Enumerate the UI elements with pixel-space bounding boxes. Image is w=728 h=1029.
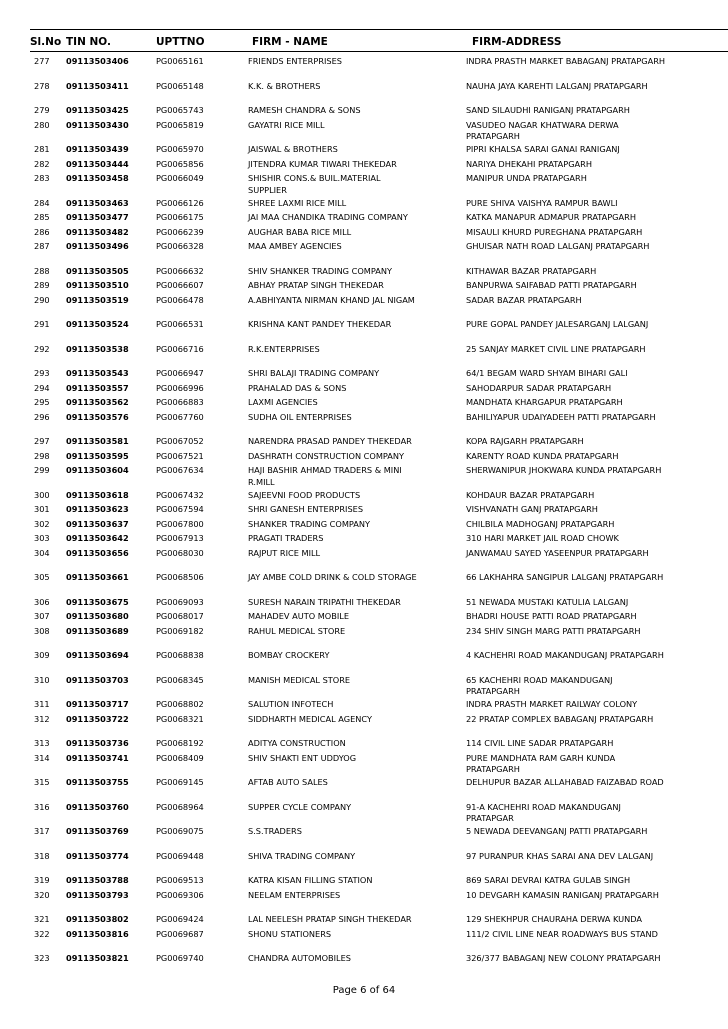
sl-number: 277 <box>34 56 50 66</box>
firm-name: SHIVA TRADING COMPANY <box>248 850 356 861</box>
table-row <box>0 572 728 597</box>
tin-number: 09113503741 <box>66 752 129 763</box>
tin-number: 09113503444 <box>66 158 129 169</box>
table-row <box>0 490 728 505</box>
header-tin: TIN NO. <box>66 36 111 48</box>
firm-address: PURE GOPAL PANDEY JALESARGANJ LALGANJ <box>466 319 649 329</box>
upttno-number: PG0069182 <box>156 625 204 636</box>
tin-number: 09113503411 <box>66 80 129 91</box>
tin-number: 09113503439 <box>66 144 129 154</box>
firm-name: SHRI BALAJI TRADING COMPANY <box>248 368 380 378</box>
upttno-number: PG0067432 <box>156 489 204 500</box>
upttno-number: PG0065819 <box>156 119 204 130</box>
tin-number: 09113503769 <box>66 826 129 836</box>
sl-number: 292 <box>34 343 50 354</box>
upttno-number: PG0066996 <box>156 382 204 393</box>
upttno-number: PG0068321 <box>156 713 204 724</box>
table-row <box>0 890 728 915</box>
table-row <box>0 344 728 369</box>
table-row <box>0 699 728 714</box>
tin-number: 09113503510 <box>66 280 129 290</box>
sl-number: 304 <box>34 547 50 558</box>
tin-number: 09113503793 <box>66 889 129 900</box>
table-row <box>0 227 728 242</box>
firm-address: 5 NEWADA DEEVANGANJ PATTI PRATAPGARH <box>466 826 648 836</box>
firm-name: R.K.ENTERPRISES <box>248 343 320 354</box>
upttno-number: PG0069740 <box>156 953 204 963</box>
firm-name: ADITYA CONSTRUCTION <box>248 738 346 748</box>
firm-address: 869 SARAI DEVRAI KATRA GULAB SINGH <box>466 875 631 885</box>
firm-address: GHUISAR NATH ROAD LALGANJ PRATAPGARH <box>466 241 650 251</box>
upttno-number: PG0069093 <box>156 596 204 607</box>
table-row <box>0 212 728 227</box>
upttno-number: PG0066239 <box>156 226 204 237</box>
table-row <box>0 519 728 534</box>
firm-name: MANISH MEDICAL STORE <box>248 674 351 685</box>
firm-address: BHADRI HOUSE PATTI ROAD PRATAPGARH <box>466 611 637 621</box>
tin-number: 09113503788 <box>66 875 129 885</box>
firm-name: SURESH NARAIN TRIPATHI THEKEDAR <box>248 596 401 607</box>
firm-address: 25 SANJAY MARKET CIVIL LINE PRATAPGARH <box>466 343 646 354</box>
upttno-number: PG0066175 <box>156 212 204 222</box>
upttno-number: PG0069513 <box>156 875 204 885</box>
table-row <box>0 105 728 120</box>
table-row <box>0 626 728 651</box>
sl-number: 278 <box>34 80 50 91</box>
table-row <box>0 368 728 383</box>
firm-address: 97 PURANPUR KHAS SARAI ANA DEV LALGANJ <box>466 850 654 861</box>
table-row <box>0 504 728 519</box>
tin-number: 09113503458 <box>66 173 129 183</box>
sl-number: 307 <box>34 611 50 621</box>
firm-name: MAHADEV AUTO MOBILE <box>248 611 350 621</box>
sl-number: 322 <box>34 928 50 939</box>
firm-address: JANWAMAU SAYED YASEENPUR PRATAPGARH <box>466 547 649 558</box>
tin-number: 09113503675 <box>66 596 129 607</box>
firm-address: INDRA PRASTH MARKET BABAGANJ PRATAPGARH <box>466 56 666 66</box>
sl-number: 320 <box>34 889 50 900</box>
table-row <box>0 173 728 198</box>
upttno-number: PG0068030 <box>156 547 204 558</box>
firm-address: MANIPUR UNDA PRATAPGARH <box>466 173 587 183</box>
upttno-number: PG0067634 <box>156 465 204 475</box>
tin-number: 09113503557 <box>66 382 129 393</box>
sl-number: 302 <box>34 518 50 529</box>
firm-name: NARENDRA PRASAD PANDEY THEKEDAR <box>248 436 412 446</box>
firm-address: SHERWANIPUR JHOKWARA KUNDA PRATAPGARH <box>466 465 662 475</box>
firm-name: SHIV SHAKTI ENT UDDYOG <box>248 752 357 763</box>
tin-number: 09113503604 <box>66 465 129 475</box>
firm-name: A.ABHIYANTA NIRMAN KHAND JAL NIGAM <box>248 294 415 305</box>
firm-address: PURE SHIVA VAISHYA RAMPUR BAWLI <box>466 197 618 208</box>
tin-number: 09113503802 <box>66 914 129 924</box>
firm-name: SHANKER TRADING COMPANY <box>248 518 371 529</box>
upttno-number: PG0067594 <box>156 504 204 514</box>
tin-number: 09113503496 <box>66 241 129 251</box>
firm-address: 51 NEWADA MUSTAKI KATULIA LALGANJ <box>466 596 629 607</box>
upttno-number: PG0067052 <box>156 436 204 446</box>
upttno-number: PG0066947 <box>156 368 204 378</box>
tin-number: 09113503463 <box>66 197 129 208</box>
sl-number: 299 <box>34 465 50 475</box>
table-row <box>0 611 728 626</box>
firm-name: AUGHAR BABA RICE MILL <box>248 226 352 237</box>
tin-number: 09113503821 <box>66 953 129 963</box>
upttno-number: PG0066328 <box>156 241 204 251</box>
tin-number: 09113503755 <box>66 777 129 787</box>
table-row <box>0 198 728 213</box>
firm-address: VASUDEO NAGAR KHATWARA DERWA PRATAPGARH <box>466 119 619 141</box>
upttno-number: PG0069424 <box>156 914 204 924</box>
top-rule <box>30 29 728 30</box>
table-row <box>0 397 728 412</box>
upttno-number: PG0069145 <box>156 777 204 787</box>
table-row <box>0 533 728 548</box>
upttno-number: PG0067800 <box>156 518 204 529</box>
sl-number: 306 <box>34 596 50 607</box>
firm-address: PIPRI KHALSA SARAI GANAI RANIGANJ <box>466 144 620 154</box>
firm-address: 66 LAKHAHRA SANGIPUR LALGANJ PRATAPGARH <box>466 572 664 582</box>
tin-number: 09113503816 <box>66 928 129 939</box>
firm-address: KATKA MANAPUR ADMAPUR PRATAPGARH <box>466 212 636 222</box>
tin-number: 09113503482 <box>66 226 129 237</box>
sl-number: 313 <box>34 738 50 748</box>
firm-name: K.K. & BROTHERS <box>248 80 321 91</box>
upttno-number: PG0066607 <box>156 280 204 290</box>
header-firm-name: FIRM - NAME <box>252 36 328 48</box>
firm-name: DASHRATH CONSTRUCTION COMPANY <box>248 450 405 461</box>
tin-number: 09113503562 <box>66 397 129 407</box>
sl-number: 300 <box>34 489 50 500</box>
firm-name: SHIV SHANKER TRADING COMPANY <box>248 265 392 276</box>
tin-number: 09113503505 <box>66 265 129 276</box>
upttno-number: PG0066632 <box>156 265 204 276</box>
firm-address: 234 SHIV SINGH MARG PATTI PRATAPGARH <box>466 625 641 636</box>
upttno-number: PG0067760 <box>156 411 204 422</box>
sl-number: 286 <box>34 226 50 237</box>
firm-address: KITHAWAR BAZAR PRATAPGARH <box>466 265 597 276</box>
table-row <box>0 548 728 573</box>
table-row <box>0 412 728 437</box>
upttno-number: PG0068409 <box>156 752 204 763</box>
table-row <box>0 675 728 700</box>
firm-address: 22 PRATAP COMPLEX BABAGANJ PRATAPGARH <box>466 713 654 724</box>
table-row <box>0 241 728 266</box>
table-row <box>0 266 728 281</box>
tin-number: 09113503722 <box>66 713 129 724</box>
table-row <box>0 383 728 398</box>
firm-table-body <box>0 56 728 978</box>
table-row <box>0 451 728 466</box>
table-row <box>0 953 728 978</box>
sl-number: 319 <box>34 875 50 885</box>
firm-name: S.S.TRADERS <box>248 826 302 836</box>
firm-name: JITENDRA KUMAR TIWARI THEKEDAR <box>248 158 397 169</box>
upttno-number: PG0069075 <box>156 826 204 836</box>
sl-number: 287 <box>34 241 50 251</box>
firm-address: MISAULI KHURD PUREGHANA PRATAPGARH <box>466 226 643 237</box>
firm-address: 65 KACHEHRI ROAD MAKANDUGANJ PRATAPGARH <box>466 674 613 696</box>
sl-number: 296 <box>34 411 50 422</box>
sl-number: 294 <box>34 382 50 393</box>
table-row <box>0 465 728 490</box>
table-row <box>0 597 728 612</box>
firm-name: ABHAY PRATAP SINGH THEKEDAR <box>248 280 384 290</box>
sl-number: 290 <box>34 294 50 305</box>
tin-number: 09113503637 <box>66 518 129 529</box>
upttno-number: PG0065970 <box>156 144 204 154</box>
firm-name: LAL NEELESH PRATAP SINGH THEKEDAR <box>248 914 412 924</box>
firm-name: SHONU STATIONERS <box>248 928 332 939</box>
tin-number: 09113503538 <box>66 343 129 354</box>
sl-number: 293 <box>34 368 50 378</box>
upttno-number: PG0067913 <box>156 533 204 543</box>
upttno-number: PG0068345 <box>156 674 204 685</box>
table-row <box>0 777 728 802</box>
firm-name: JAISWAL & BROTHERS <box>248 144 338 154</box>
firm-name: AFTAB AUTO SALES <box>248 777 328 787</box>
table-row <box>0 144 728 159</box>
firm-address: INDRA PRASTH MARKET RAILWAY COLONY <box>466 699 638 709</box>
sl-number: 318 <box>34 850 50 861</box>
upttno-number: PG0065743 <box>156 105 204 115</box>
firm-name: SHISHIR CONS.& BUIL.MATERIAL SUPPLIER <box>248 173 381 195</box>
upttno-number: PG0068192 <box>156 738 204 748</box>
sl-number: 284 <box>34 197 50 208</box>
tin-number: 09113503581 <box>66 436 129 446</box>
table-row <box>0 753 728 778</box>
firm-address: 310 HARI MARKET JAIL ROAD CHOWK <box>466 533 619 543</box>
tin-number: 09113503595 <box>66 450 129 461</box>
upttno-number: PG0068017 <box>156 611 204 621</box>
firm-name: MAA AMBEY AGENCIES <box>248 241 342 251</box>
tin-number: 09113503543 <box>66 368 129 378</box>
table-row <box>0 851 728 876</box>
table-row <box>0 738 728 753</box>
firm-name: SALUTION INFOTECH <box>248 699 334 709</box>
upttno-number: PG0065856 <box>156 158 204 169</box>
table-row <box>0 650 728 675</box>
firm-name: PRAHALAD DAS & SONS <box>248 382 347 393</box>
tin-number: 09113503406 <box>66 56 129 66</box>
sl-number: 298 <box>34 450 50 461</box>
firm-name: RAJPUT RICE MILL <box>248 547 321 558</box>
firm-address: PURE MANDHATA RAM GARH KUNDA PRATAPGARH <box>466 752 616 774</box>
sl-number: 288 <box>34 265 50 276</box>
header-upttno: UPTTNO <box>156 36 205 48</box>
sl-number: 303 <box>34 533 50 543</box>
firm-name: KATRA KISAN FILLING STATION <box>248 875 373 885</box>
firm-address: 91-A KACHEHRI ROAD MAKANDUGANJ PRATAPGAR <box>466 801 621 823</box>
tin-number: 09113503703 <box>66 674 129 685</box>
firm-address: KOHDAUR BAZAR PRATAPGARH <box>466 489 595 500</box>
firm-name: CHANDRA AUTOMOBILES <box>248 953 351 963</box>
table-row <box>0 826 728 851</box>
firm-address: NAUHA JAYA KAREHTI LALGANJ PRATAPGARH <box>466 80 648 91</box>
firm-address: KARENTY ROAD KUNDA PRATAPGARH <box>466 450 619 461</box>
firm-name: LAXMI AGENCIES <box>248 397 318 407</box>
tin-number: 09113503623 <box>66 504 129 514</box>
firm-name: NEELAM ENTERPRISES <box>248 889 341 900</box>
sl-number: 289 <box>34 280 50 290</box>
sl-number: 310 <box>34 674 50 685</box>
firm-address: MANDHATA KHARGAPUR PRATAPGARH <box>466 397 623 407</box>
upttno-number: PG0068964 <box>156 801 204 812</box>
tin-number: 09113503477 <box>66 212 129 222</box>
sl-number: 311 <box>34 699 50 709</box>
firm-address: 114 CIVIL LINE SADAR PRATAPGARH <box>466 738 614 748</box>
header-slno: Sl.No <box>30 36 62 48</box>
upttno-number: PG0066716 <box>156 343 204 354</box>
table-row <box>0 56 728 81</box>
upttno-number: PG0068802 <box>156 699 204 709</box>
table-row <box>0 81 728 106</box>
firm-address: 129 SHEKHPUR CHAURAHA DERWA KUNDA <box>466 914 643 924</box>
sl-number: 281 <box>34 144 50 154</box>
sl-number: 280 <box>34 119 50 130</box>
sl-number: 282 <box>34 158 50 169</box>
upttno-number: PG0066126 <box>156 197 204 208</box>
firm-name: RAMESH CHANDRA & SONS <box>248 105 361 115</box>
firm-address: SADAR BAZAR PRATAPGARH <box>466 294 582 305</box>
firm-name: SUPPER CYCLE COMPANY <box>248 801 352 812</box>
firm-name: SIDDHARTH MEDICAL AGENCY <box>248 713 372 724</box>
table-row <box>0 714 728 739</box>
firm-address: 10 DEVGARH KAMASIN RANIGANJ PRATAPGARH <box>466 889 659 900</box>
firm-name: JAI MAA CHANDIKA TRADING COMPANY <box>248 212 408 222</box>
upttno-number: PG0066478 <box>156 294 204 305</box>
sl-number: 305 <box>34 572 50 582</box>
upttno-number: PG0068838 <box>156 650 204 660</box>
firm-address: SAND SILAUDHI RANIGANJ PRATAPGARH <box>466 105 630 115</box>
firm-name: SHREE LAXMI RICE MILL <box>248 197 347 208</box>
tin-number: 09113503736 <box>66 738 129 748</box>
page-number: Page 6 of 64 <box>332 985 396 996</box>
tin-number: 09113503760 <box>66 801 129 812</box>
sl-number: 297 <box>34 436 50 446</box>
tin-number: 09113503430 <box>66 119 129 130</box>
sl-number: 308 <box>34 625 50 636</box>
table-row <box>0 159 728 174</box>
tin-number: 09113503656 <box>66 547 129 558</box>
table-row <box>0 802 728 827</box>
sl-number: 309 <box>34 650 50 660</box>
firm-address: BANPURWA SAIFABAD PATTI PRATAPGARH <box>466 280 637 290</box>
firm-name: HAJI BASHIR AHMAD TRADERS & MINI R.MILL <box>248 465 402 487</box>
tin-number: 09113503642 <box>66 533 129 543</box>
tin-number: 09113503524 <box>66 319 129 329</box>
firm-name: KRISHNA KANT PANDEY THEKEDAR <box>248 319 392 329</box>
firm-address: 326/377 BABAGANJ NEW COLONY PRATAPGARH <box>466 953 661 963</box>
upttno-number: PG0066531 <box>156 319 204 329</box>
header-firm-address: FIRM-ADDRESS <box>472 36 562 48</box>
table-row <box>0 875 728 890</box>
upttno-number: PG0067521 <box>156 450 204 461</box>
tin-number: 09113503689 <box>66 625 129 636</box>
table-row <box>0 319 728 344</box>
header-rule <box>30 51 728 52</box>
tin-number: 09113503717 <box>66 699 129 709</box>
sl-number: 323 <box>34 953 50 963</box>
sl-number: 321 <box>34 914 50 924</box>
upttno-number: PG0069687 <box>156 928 204 939</box>
firm-name: SUDHA OIL ENTERPRISES <box>248 411 352 422</box>
firm-name: BOMBAY CROCKERY <box>248 650 330 660</box>
tin-number: 09113503774 <box>66 850 129 861</box>
tin-number: 09113503519 <box>66 294 129 305</box>
firm-address: VISHVANATH GANJ PRATAPGARH <box>466 504 598 514</box>
sl-number: 291 <box>34 319 50 329</box>
table-row <box>0 436 728 451</box>
upttno-number: PG0065161 <box>156 56 204 66</box>
firm-name: SHRI GANESH ENTERPRISES <box>248 504 364 514</box>
tin-number: 09113503425 <box>66 105 129 115</box>
tin-number: 09113503680 <box>66 611 129 621</box>
sl-number: 301 <box>34 504 50 514</box>
tin-number: 09113503576 <box>66 411 129 422</box>
tin-number: 09113503661 <box>66 572 129 582</box>
sl-number: 317 <box>34 826 50 836</box>
table-row <box>0 120 728 145</box>
upttno-number: PG0066883 <box>156 397 204 407</box>
firm-address: NARIYA DHEKAHI PRATAPGARH <box>466 158 592 169</box>
sl-number: 295 <box>34 397 50 407</box>
table-row <box>0 295 728 320</box>
sl-number: 285 <box>34 212 50 222</box>
firm-address: 4 KACHEHRI ROAD MAKANDUGANJ PRATAPGARH <box>466 650 664 660</box>
firm-name: FRIENDS ENTERPRISES <box>248 56 342 66</box>
firm-name: RAHUL MEDICAL STORE <box>248 625 346 636</box>
sl-number: 314 <box>34 752 50 763</box>
tin-number: 09113503618 <box>66 489 129 500</box>
firm-address: KOPA RAJGARH PRATAPGARH <box>466 436 584 446</box>
firm-name: PRAGATI TRADERS <box>248 533 324 543</box>
firm-address: 64/1 BEGAM WARD SHYAM BIHARI GALI <box>466 368 628 378</box>
firm-name: GAYATRI RICE MILL <box>248 119 325 130</box>
firm-name: SAJEEVNI FOOD PRODUCTS <box>248 489 361 500</box>
upttno-number: PG0066049 <box>156 173 204 183</box>
firm-name: JAY AMBE COLD DRINK & COLD STORAGE <box>248 572 417 582</box>
sl-number: 316 <box>34 801 50 812</box>
sl-number: 315 <box>34 777 50 787</box>
upttno-number: PG0069306 <box>156 889 204 900</box>
firm-address: 111/2 CIVIL LINE NEAR ROADWAYS BUS STAND <box>466 928 658 939</box>
upttno-number: PG0065148 <box>156 80 204 91</box>
table-row <box>0 280 728 295</box>
upttno-number: PG0068506 <box>156 572 204 582</box>
firm-address: CHILBILA MADHOGANJ PRATAPGARH <box>466 518 615 529</box>
table-row <box>0 929 728 954</box>
sl-number: 312 <box>34 713 50 724</box>
firm-address: BAHILIYAPUR UDAIYADEEH PATTI PRATAPGARH <box>466 411 656 422</box>
upttno-number: PG0069448 <box>156 850 204 861</box>
sl-number: 283 <box>34 173 50 183</box>
firm-address: DELHUPUR BAZAR ALLAHABAD FAIZABAD ROAD <box>466 777 664 787</box>
table-row <box>0 914 728 929</box>
tin-number: 09113503694 <box>66 650 129 660</box>
firm-address: SAHODARPUR SADAR PRATAPGARH <box>466 382 612 393</box>
sl-number: 279 <box>34 105 50 115</box>
